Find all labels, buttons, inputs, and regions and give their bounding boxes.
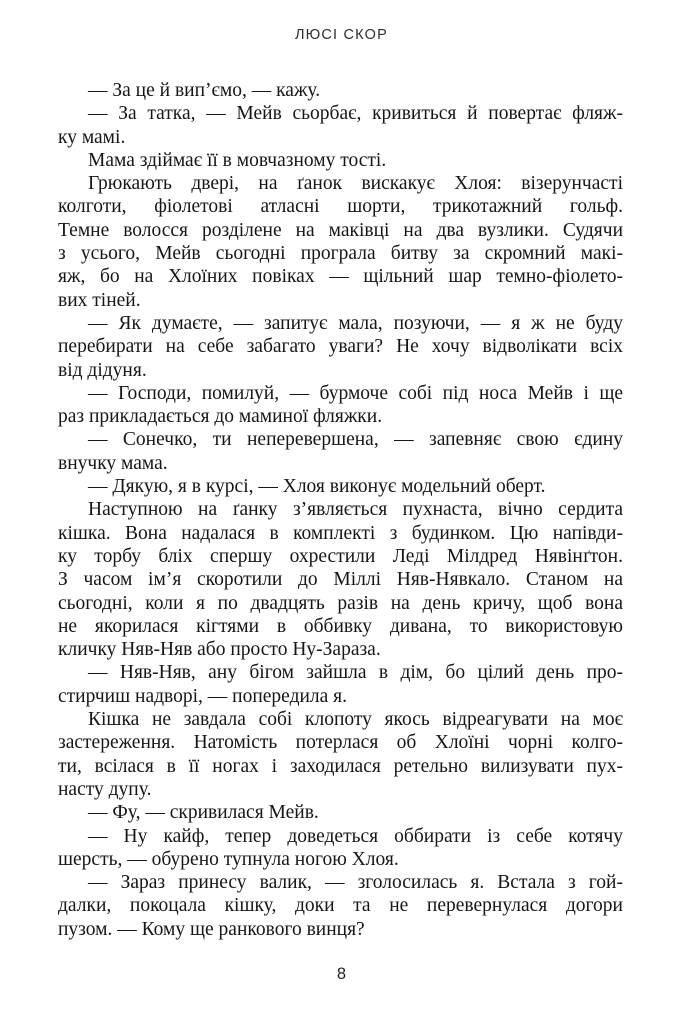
text-line: з усього, Мейв сьогодні програла битву за скромний макі-	[58, 243, 623, 265]
paragraph	[58, 102, 623, 149]
paragraph	[58, 825, 623, 872]
paragraph	[58, 708, 623, 801]
text-line: внучку мама.	[58, 452, 168, 474]
text-line: стирчиш надворі, — попередила я.	[58, 685, 348, 707]
paragraph	[58, 172, 623, 312]
text-line: Наступною на ґанку з’являється пухнаста, вічно сердита	[88, 499, 623, 521]
text-line: пузом. — Кому ще ранкового винця?	[58, 918, 365, 940]
text-line: — Зараз принесу валик, — зголосилась я. Встала з гой-	[88, 872, 623, 894]
text-line: ку мамі.	[58, 126, 126, 148]
text-line: кличку Няв-Няв або просто Ну-Зараза.	[58, 639, 381, 661]
text-line: далки, покоцала кішку, доки та не перевернулася догори	[58, 895, 623, 917]
text-line: — За це й вип’ємо, — кажу.	[88, 80, 321, 101]
text-line: шерсть, — обурено тупнула ногою Хлоя.	[58, 848, 399, 870]
paragraph	[58, 312, 623, 382]
paragraph	[58, 382, 623, 429]
text-line: Грюкають двері, на ґанок вискакує Хлоя: візерунчасті	[88, 173, 623, 195]
page-body	[58, 79, 623, 941]
paragraph	[58, 871, 623, 941]
text-line: застереження. Натомість потерлася об Хлоїні чорні колго-	[58, 732, 623, 754]
text-line: Кішка не завдала собі клопоту якось відреагувати на моє	[88, 709, 623, 731]
text-line: — Господи, помилуй, — бурмоче собі під носа Мейв і ще	[88, 382, 623, 404]
paragraph	[58, 498, 623, 661]
paragraph	[58, 801, 623, 824]
paragraph	[58, 475, 623, 498]
text-line: З часом ім’я скоротили до Міллі Няв-Нявкало. Станом на	[58, 569, 623, 591]
text-line: — Ну кайф, тепер доведеться оббирати із себе котячу	[88, 825, 623, 847]
text-line: раз прикладається до маминої фляжки.	[58, 406, 383, 428]
paragraph	[58, 661, 623, 708]
text-line: Темне волосся розділене на маківці на два вузлики. Судячи	[58, 219, 623, 241]
text-line: насту дупу.	[58, 778, 152, 800]
text-line: перебирати на себе забагато уваги? Не хочу відволікати всіх	[58, 336, 623, 358]
text-line: яж, бо на Хлоїних повіках — щільний шар темно-фіолето-	[58, 266, 623, 288]
text-line: — За татка, — Мейв сьорбає, кривиться й повертає фляж-	[88, 103, 623, 125]
text-line: від дідуня.	[58, 359, 147, 381]
text-line: сьогодні, коли я по двадцять разів на день кричу, щоб вона	[58, 592, 623, 614]
paragraph	[58, 149, 623, 172]
text-line: колготи, фіолетові атласні шорти, трикотажний гольф.	[58, 196, 623, 218]
text-line: — Дякую, я в курсі, — Хлоя виконує модельний оберт.	[88, 476, 546, 498]
running-header: ЛЮСІ СКОР	[294, 27, 389, 43]
paragraph	[58, 79, 623, 102]
text-line: — Фу, — скривилася Мейв.	[88, 802, 319, 824]
text-line: — Сонечко, ти неперевершена, — запевняє свою єдину	[88, 429, 623, 451]
text-line: не якорилася кігтями в оббивку дивана, то використовую	[58, 615, 623, 637]
text-line: кішка. Вона надалася в комплекті з будинком. Цю напівди-	[58, 522, 623, 544]
text-line: ку торбу бліх спершу охрестили Леді Мілдред Нявінґтон.	[58, 545, 623, 567]
text-line: — Няв-Няв, ану бігом зайшла в дім, бо цілий день про-	[88, 662, 623, 684]
text-line: ти, всілася в її ногах і заходилася ретельно вилизувати пух-	[58, 755, 623, 777]
text-line: Мама здіймає її в мовчазному тості.	[88, 149, 387, 171]
paragraph	[58, 428, 623, 475]
text-line: — Як думаєте, — запитує мала, позуючи, — я ж не буду	[88, 312, 623, 334]
text-line: вих тіней.	[58, 289, 141, 311]
page-number: 8	[336, 965, 347, 983]
